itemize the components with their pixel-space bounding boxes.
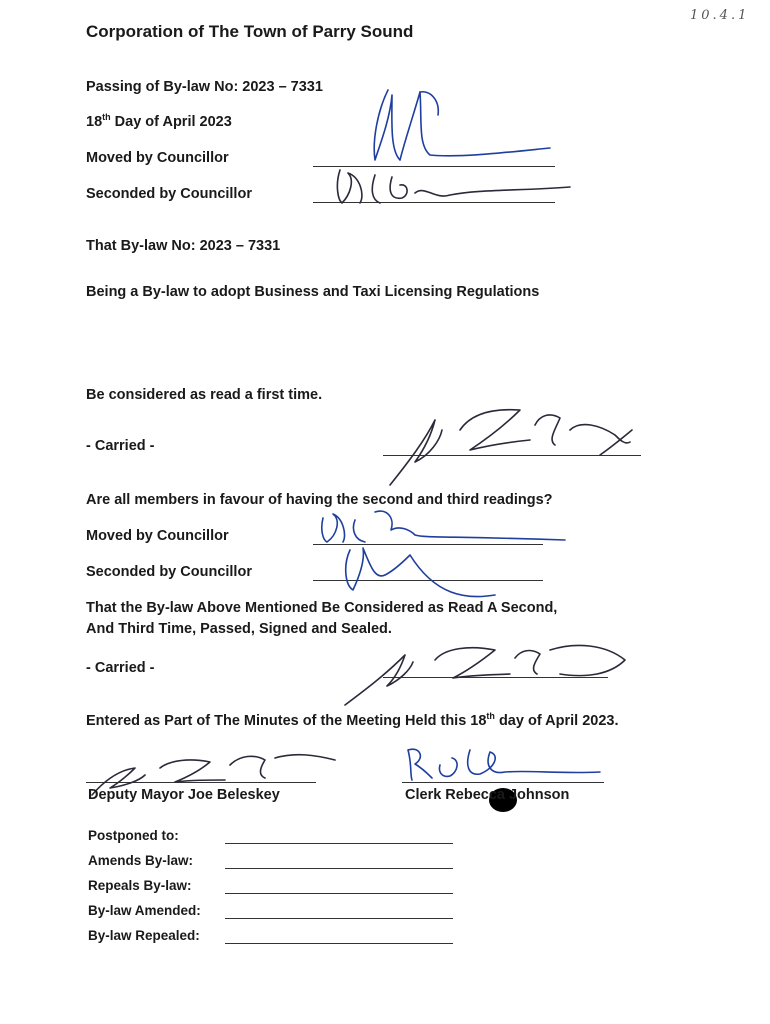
bylaw-number-line: That By-law No: 2023 – 7331 [86, 238, 281, 254]
field-label-amended: By-law Amended: [88, 903, 201, 918]
field-label-amends: Amends By-law: [88, 853, 194, 868]
mover-signature-2 [315, 500, 575, 610]
field-label-postponed: Postponed to: [88, 828, 179, 843]
clerk-name: Clerk Rebecca Johnson [405, 787, 570, 803]
agenda-reference-note: 10.4.1 [690, 8, 750, 23]
field-line-amended[interactable] [225, 918, 453, 919]
clerk-signature [400, 740, 620, 825]
resolution-line-1: That the By-law Above Mentioned Be Considered as Read A Second, [86, 600, 558, 616]
field-line-repealed[interactable] [225, 943, 453, 944]
carried-label-1: - Carried - [86, 438, 155, 454]
first-reading-text: Be considered as read a first time. [86, 387, 323, 403]
minutes-entry: Entered as Part of The Minutes of the Meeting Held this 18th day of April 2023. [86, 711, 619, 729]
resolution-line-2: And Third Time, Passed, Signed and Sealed. [86, 621, 392, 637]
passing-line: Passing of By-law No: 2023 – 7331 [86, 79, 323, 95]
field-label-repealed: By-law Repealed: [88, 928, 200, 943]
meeting-date: 18th Day of April 2023 [86, 112, 232, 130]
moved-by-label: Moved by Councillor [86, 150, 229, 166]
seconded-by-label: Seconded by Councillor [86, 186, 252, 202]
field-line-postponed[interactable] [225, 843, 453, 844]
field-line-repeals[interactable] [225, 893, 453, 894]
seconder-signature [330, 165, 580, 215]
bylaw-purpose: Being a By-law to adopt Business and Taxi Licensing Regulations [86, 284, 540, 300]
moved-by-label-2: Moved by Councillor [86, 528, 229, 544]
document-title: Corporation of The Town of Parry Sound [86, 22, 414, 41]
final-reading-chair-signature [335, 630, 635, 710]
first-reading-chair-signature [370, 400, 650, 495]
second-reading-question: Are all members in favour of having the second and third readings? [86, 492, 553, 508]
field-label-repeals: Repeals By-law: [88, 878, 192, 893]
carried-label-2: - Carried - [86, 660, 155, 676]
field-line-amends[interactable] [225, 868, 453, 869]
deputy-mayor-name: Deputy Mayor Joe Beleskey [88, 787, 280, 803]
seconded-by-label-2: Seconded by Councillor [86, 564, 252, 580]
